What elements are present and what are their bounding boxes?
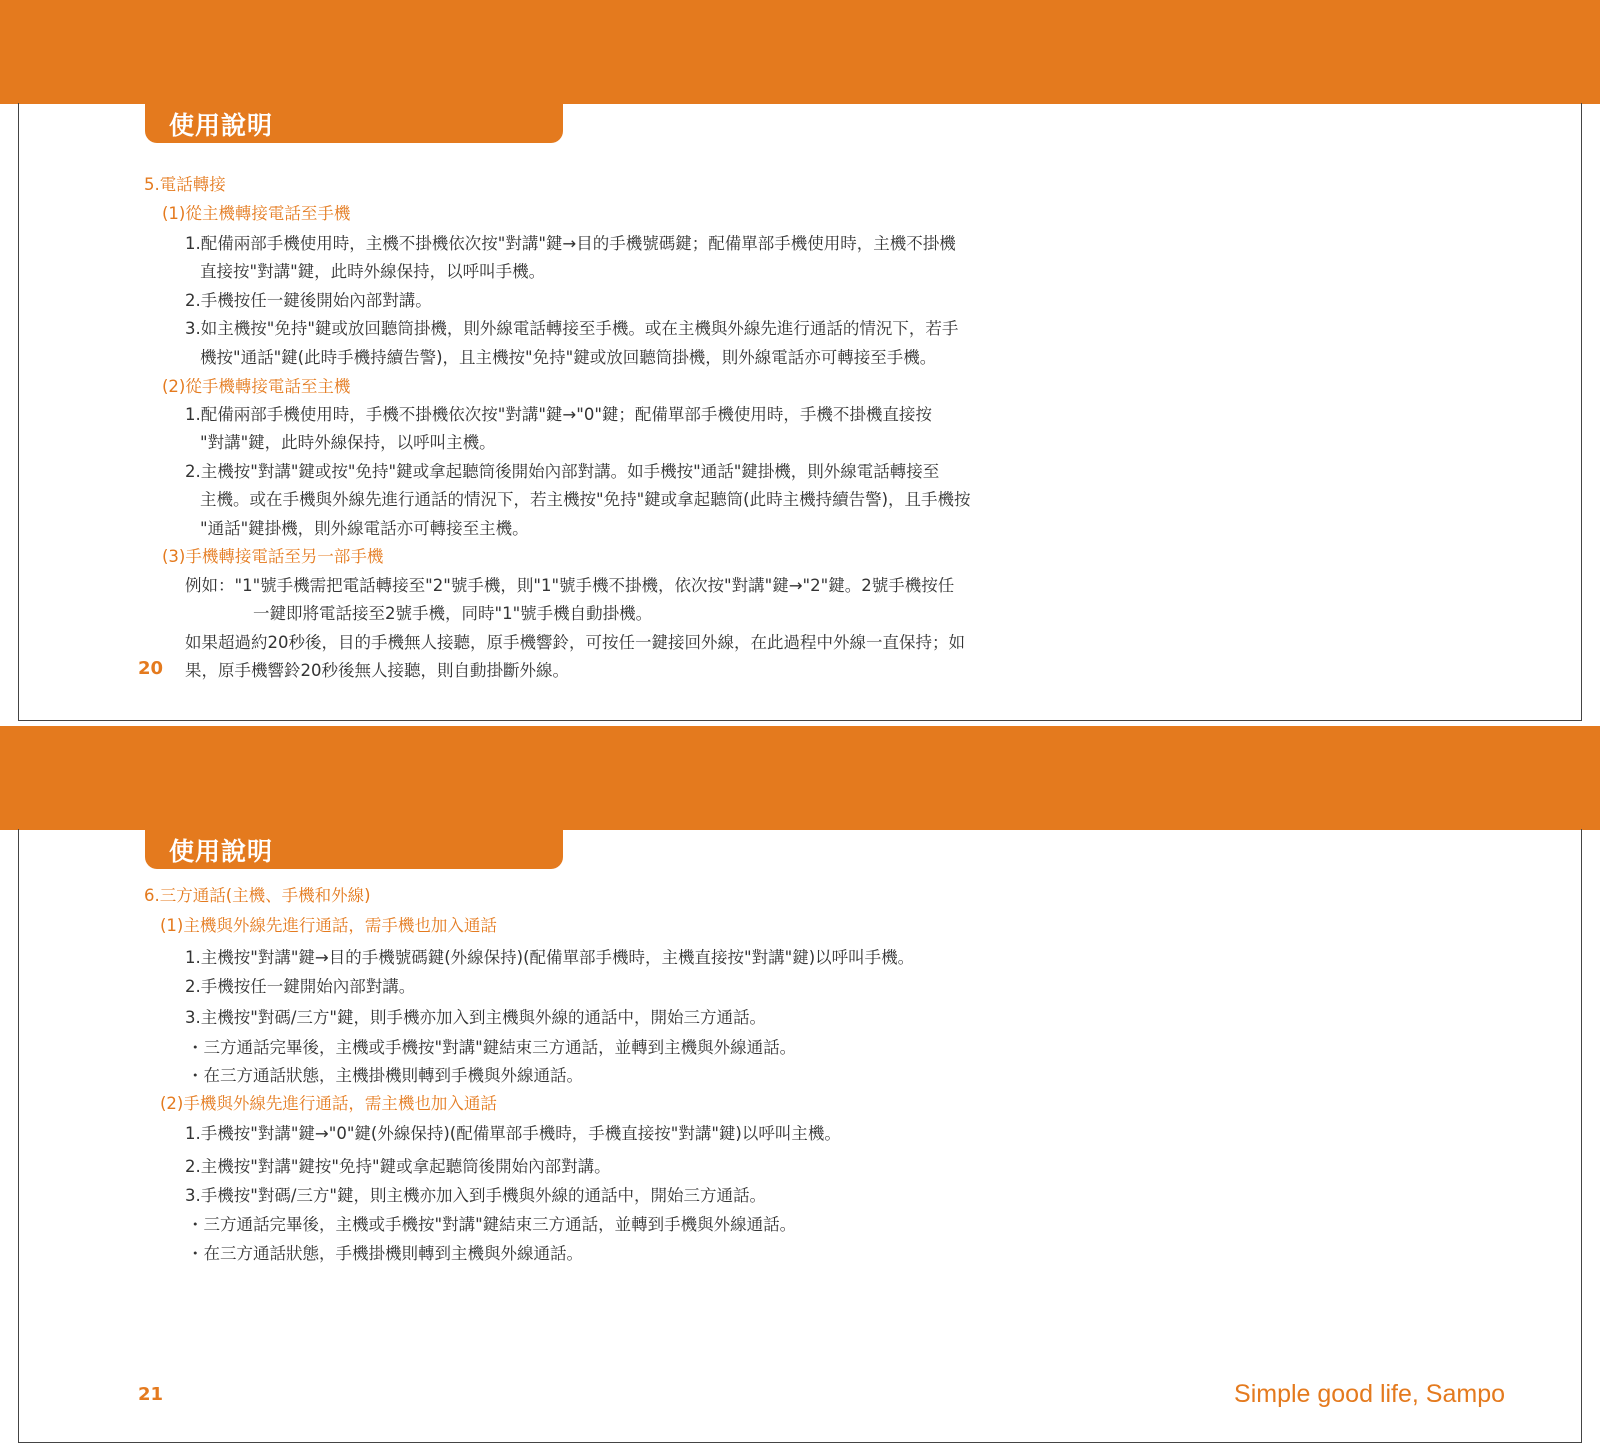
instruction-line: 2.手機按任一鍵後開始內部對講。: [185, 291, 432, 310]
section-title: 使用說明: [169, 837, 274, 866]
instruction-line: 2.主機按"對講"鍵或按"免持"鍵或拿起聽筒後開始內部對講。如手機按"通話"鍵掛機，則外線電話轉接至: [185, 462, 940, 481]
instruction-line: 2.主機按"對講"鍵按"免持"鍵或拿起聽筒後開始內部對講。: [185, 1157, 611, 1176]
instruction-line: 果，原手機響鈴20秒後無人接聽，則自動掛斷外線。: [185, 661, 569, 680]
instruction-line: 如果超過約20秒後，目的手機無人接聽，原手機響鈴，可按任一鍵接回外線，在此過程中外線一直保持；如: [185, 633, 965, 652]
instruction-line: 1.配備兩部手機使用時，主機不掛機依次按"對講"鍵→目的手機號碼鍵；配備單部手機使用時，主機不掛機: [185, 234, 956, 253]
instruction-line: 3.手機按"對碼/三方"鍵，則主機亦加入到手機與外線的通話中，開始三方通話。: [185, 1186, 766, 1205]
instruction-line: 3.如主機按"免持"鍵或放回聽筒掛機，則外線電話轉接至手機。或在主機與外線先進行通話的情況下，若手: [185, 319, 959, 338]
brand-slogan: Simple good life, Sampo: [1234, 1380, 1505, 1408]
bullet-line: ・三方通話完畢後，主機或手機按"對講"鍵結束三方通話，並轉到手機與外線通話。: [187, 1215, 797, 1234]
instruction-line: 1.手機按"對講"鍵→"0"鍵(外線保持)(配備單部手機時，手機直接按"對講"鍵)以呼叫主機。: [185, 1124, 841, 1143]
instruction-line: 一鍵即將電話接至2號手機，同時"1"號手機自動掛機。: [253, 604, 653, 623]
header-band: [0, 0, 1600, 104]
instruction-line: 直接按"對講"鍵，此時外線保持，以呼叫手機。: [200, 262, 546, 281]
instruction-line: 主機。或在手機與外線先進行通話的情況下，若主機按"免持"鍵或拿起聽筒(此時主機持續告警)，且手機按: [200, 490, 971, 509]
section-tab: [145, 103, 563, 143]
bullet-line: ・在三方通話狀態，手機掛機則轉到主機與外線通話。: [187, 1244, 583, 1263]
bullet-line: ・三方通話完畢後，主機或手機按"對講"鍵結束三方通話，並轉到主機與外線通話。: [187, 1038, 797, 1057]
bullet-line: ・在三方通話狀態，主機掛機則轉到手機與外線通話。: [187, 1066, 583, 1085]
instruction-line: 1.配備兩部手機使用時，手機不掛機依次按"對講"鍵→"0"鍵；配備單部手機使用時，手機不掛機直接按: [185, 405, 932, 424]
page-number: 21: [138, 1384, 164, 1405]
section-heading: 5.電話轉接: [144, 175, 226, 194]
subsection-heading: (3)手機轉接電話至另一部手機: [162, 547, 384, 566]
section-tab: [145, 829, 563, 869]
subsection-heading: (1)從主機轉接電話至手機: [162, 204, 351, 223]
page-number: 20: [138, 658, 164, 679]
section-heading: 6.三方通話(主機、手機和外線): [144, 886, 371, 905]
subsection-heading: (2)從手機轉接電話至主機: [162, 377, 351, 396]
subsection-heading: (2)手機與外線先進行通話，需主機也加入通話: [160, 1094, 497, 1113]
manual-page-21: [0, 726, 1600, 1445]
instruction-line: 3.主機按"對碼/三方"鍵，則手機亦加入到主機與外線的通話中，開始三方通話。: [185, 1008, 766, 1027]
instruction-line: "對講"鍵，此時外線保持，以呼叫主機。: [200, 433, 496, 452]
instruction-line: 2.手機按任一鍵開始內部對講。: [185, 977, 416, 996]
header-band: [0, 726, 1600, 830]
instruction-line: 機按"通話"鍵(此時手機持續告警)，且主機按"免持"鍵或放回聽筒掛機，則外線電話亦可轉接至手機。: [200, 348, 937, 367]
instruction-line: 1.主機按"對講"鍵→目的手機號碼鍵(外線保持)(配備單部手機時，主機直接按"對講"鍵)以呼叫手機。: [185, 948, 915, 967]
instruction-line: 例如："1"號手機需把電話轉接至"2"號手機，則"1"號手機不掛機，依次按"對講"鍵→"2"鍵。2號手機按任: [185, 576, 955, 595]
instruction-line: "通話"鍵掛機，則外線電話亦可轉接至主機。: [200, 519, 529, 538]
section-title: 使用說明: [169, 111, 274, 140]
subsection-heading: (1)主機與外線先進行通話，需手機也加入通話: [160, 916, 497, 935]
